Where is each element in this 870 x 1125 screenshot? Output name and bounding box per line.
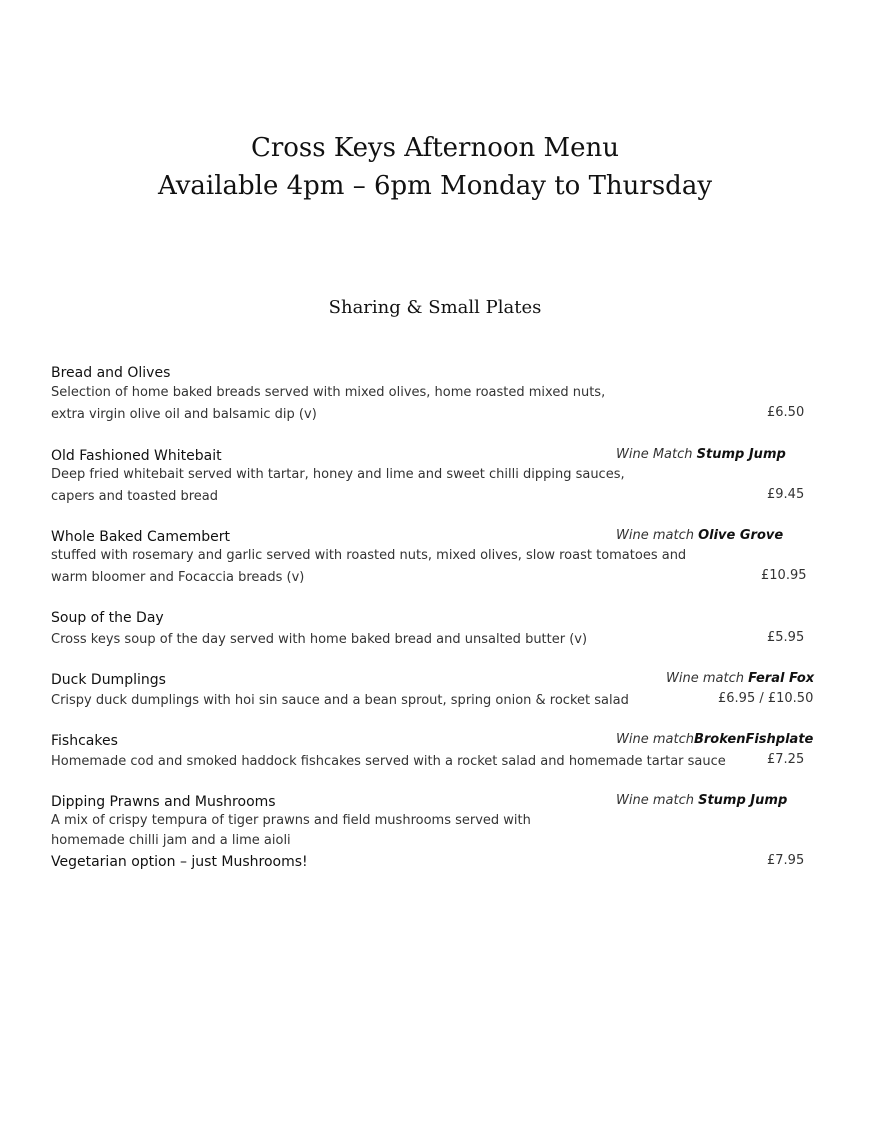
- wine-match: [616, 791, 787, 811]
- wine-match-label: Wine match: [616, 732, 694, 747]
- menu-item-dipping-prawns: [51, 791, 831, 871]
- item-price: £10.95: [761, 568, 807, 583]
- item-description: Crispy duck dumplings with hoi sin sauce and a bean sprout, spring onion & rocket salad: [51, 693, 629, 708]
- item-description: homemade chilli jam and a lime aioli: [51, 833, 291, 848]
- wine-match-name: BrokenFishplate: [693, 732, 814, 747]
- wine-match-name: Olive Grove: [698, 528, 784, 543]
- wine-match-label: Wine match: [616, 528, 699, 543]
- item-description: Homemade cod and smoked haddock fishcakes served with a rocket salad and homemade tartar sauce: [51, 754, 726, 769]
- item-name: Old Fashioned Whitebait: [51, 448, 222, 464]
- item-description: Cross keys soup of the day served with home baked bread and unsalted butter (v): [51, 632, 588, 647]
- item-description: Selection of home baked breads served with mixed olives, home roasted mixed nuts,: [51, 385, 606, 400]
- item-description: warm bloomer and Focaccia breads (v): [51, 570, 305, 585]
- menu-title: Cross Keys Afternoon Menu: [250, 133, 620, 163]
- item-price: £9.45: [767, 487, 805, 502]
- wine-match: [616, 730, 813, 750]
- wine-match: [616, 445, 786, 465]
- menu-availability: Available 4pm – 6pm Monday to Thursday: [157, 171, 713, 201]
- wine-match-name: Feral Fox: [748, 671, 815, 686]
- menu-item-duck-dumplings: [51, 669, 831, 709]
- item-name: Soup of the Day: [51, 610, 164, 626]
- item-description: A mix of crispy tempura of tiger prawns and field mushrooms served with: [51, 813, 531, 828]
- item-price: £7.25: [767, 752, 805, 767]
- wine-match-name: Stump Jump: [696, 447, 786, 462]
- wine-match: [616, 526, 783, 546]
- item-price: £7.95: [767, 853, 805, 868]
- section-heading: Sharing & Small Plates: [328, 297, 542, 318]
- menu-item-bread-and-olives: [51, 363, 831, 423]
- item-name: Dipping Prawns and Mushrooms: [51, 794, 276, 810]
- item-description: extra virgin olive oil and balsamic dip (v): [51, 407, 317, 422]
- wine-match-label: Wine match: [666, 671, 749, 686]
- item-name: Whole Baked Camembert: [51, 529, 230, 545]
- wine-match-name: Stump Jump: [698, 793, 788, 808]
- menu-item-fishcakes: [51, 730, 831, 770]
- item-price: £5.95: [767, 630, 805, 645]
- item-description: capers and toasted bread: [51, 489, 219, 504]
- item-description: stuffed with rosemary and garlic served with roasted nuts, mixed olives, slow roast tomatoes and: [51, 548, 687, 563]
- item-price: £6.95 / £10.50: [718, 691, 814, 706]
- vegetarian-note: Vegetarian option – just Mushrooms!: [51, 854, 308, 870]
- menu-item-whitebait: [51, 445, 831, 505]
- item-description: Deep fried whitebait served with tartar, honey and lime and sweet chilli dipping sauces,: [51, 467, 625, 482]
- item-price: £6.50: [767, 405, 805, 420]
- wine-match: [666, 669, 814, 689]
- wine-match-label: Wine Match: [616, 447, 697, 462]
- item-name: Duck Dumplings: [51, 672, 166, 688]
- menu-item-camembert: [51, 526, 831, 586]
- menu-item-soup: [51, 608, 831, 648]
- item-name: Fishcakes: [51, 733, 118, 749]
- wine-match-label: Wine match: [616, 793, 699, 808]
- item-name: Bread and Olives: [51, 365, 171, 381]
